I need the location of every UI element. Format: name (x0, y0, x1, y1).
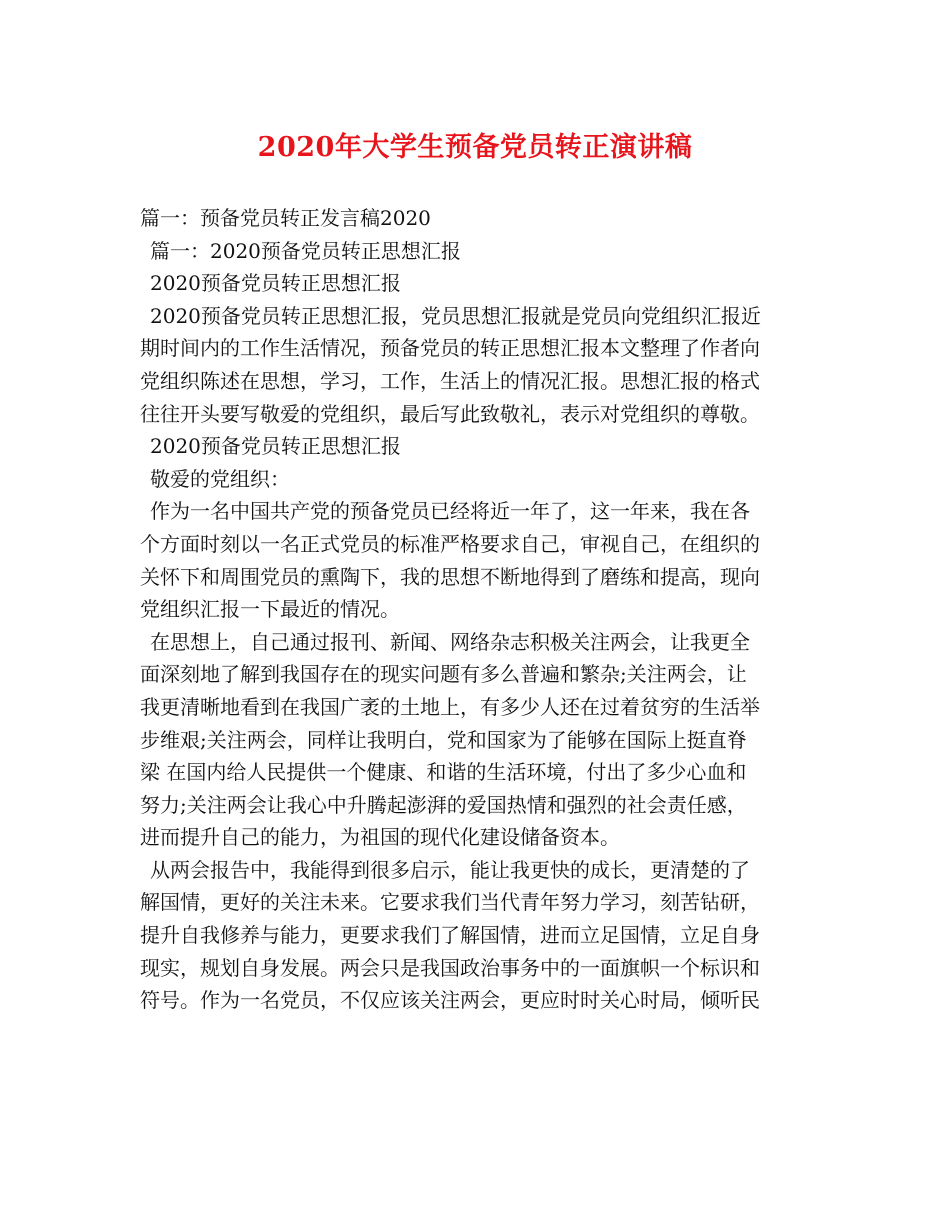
body-line: 2020预备党员转正思想汇报，党员思想汇报就是党员向党组织汇报近 (150, 303, 761, 328)
document-body (140, 202, 812, 1017)
body-line: 面深刻地了解到我国存在的现实问题有多么普遍和繁杂;关注两会，让 (140, 662, 747, 687)
body-line: 2020预备党员转正思想汇报 (150, 271, 401, 296)
body-line: 党组织陈述在思想，学习，工作，生活上的情况汇报。思想汇报的格式 (140, 368, 760, 393)
body-line: 步维艰;关注两会，同样让我明白，党和国家为了能够在国际上挺直脊 (140, 727, 747, 752)
document-title: 2020年大学生预备党员转正演讲稿 (257, 132, 693, 163)
body-line: 党组织汇报一下最近的情况。 (140, 597, 400, 622)
body-line: 从两会报告中，我能得到很多启示，能让我更快的成长，更清楚的了 (150, 857, 750, 882)
body-line: 进而提升自己的能力，为祖国的现代化建设储备资本。 (140, 825, 620, 850)
body-line: 努力;关注两会让我心中升腾起澎湃的爱国热情和强烈的社会责任感， (140, 792, 747, 817)
body-line: 往往开头要写敬爱的党组织，最后写此致敬礼，表示对党组织的尊敬。 (140, 401, 760, 426)
body-line: 作为一名中国共产党的预备党员已经将近一年了，这一年来，我在各 (150, 499, 750, 524)
body-line: 解国情，更好的关注未来。它要求我们当代青年努力学习，刻苦钻研， (140, 890, 760, 915)
body-line: 期时间内的工作生活情况，预备党员的转正思想汇报本文整理了作者向 (140, 336, 760, 361)
body-line: 篇一：预备党员转正发言稿2020 (140, 206, 431, 230)
body-line: 篇一：2020预备党员转正思想汇报 (150, 238, 461, 263)
body-line: 梁 在国内给人民提供一个健康、和谐的生活环境，付出了多少心血和 (140, 760, 747, 785)
body-line: 2020预备党员转正思想汇报 (150, 434, 401, 459)
body-line: 符号。作为一名党员，不仅应该关注两会，更应时时关心时局，倾听民 (140, 988, 760, 1013)
body-line: 在思想上，自己通过报刊、新闻、网络杂志积极关注两会，让我更全 (150, 629, 750, 654)
body-line: 我更清晰地看到在我国广袤的土地上，有多少人还在过着贫穷的生活举 (140, 694, 760, 719)
body-line: 提升自我修养与能力，更要求我们了解国情，进而立足国情，立足自身 (140, 923, 760, 948)
body-line: 关怀下和周围党员的熏陶下，我的思想不断地得到了磨练和提高，现向 (140, 564, 760, 589)
body-line: 现实，规划自身发展。两会只是我国政治事务中的一面旗帜一个标识和 (140, 955, 760, 980)
body-line: 敬爱的党组织： (150, 466, 290, 491)
body-line: 个方面时刻以一名正式党员的标准严格要求自己，审视自己，在组织的 (140, 531, 760, 556)
